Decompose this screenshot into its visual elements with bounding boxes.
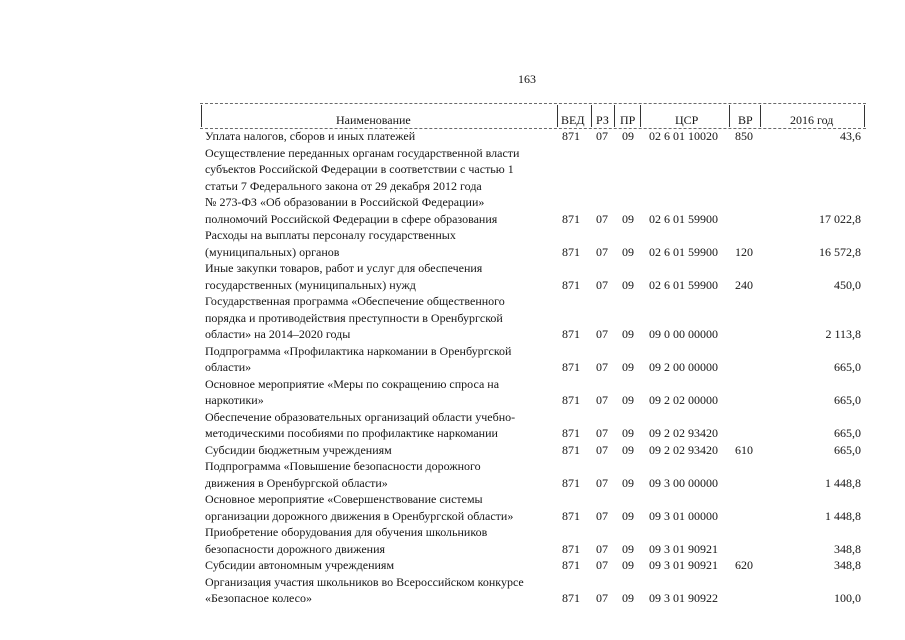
row-amount: 665,0	[834, 360, 861, 374]
row-csr: 02 6 01 59900	[649, 244, 718, 259]
row-name-line: Основное мероприятие «Совершенствование системы	[205, 492, 483, 506]
header-divider	[614, 105, 615, 127]
row-name	[205, 524, 545, 557]
row-name	[205, 491, 545, 524]
row-name-line: субъектов Российской Федерации в соответствии с частью 1	[205, 162, 514, 176]
row-name-line: № 273-ФЗ «Об образовании в Российской Федерации»	[205, 195, 485, 209]
row-pr: 09	[622, 327, 634, 341]
row-rz: 07	[596, 393, 608, 407]
row-rz: 07	[596, 244, 608, 259]
row-ved: 871	[562, 211, 580, 226]
row-pr: 09	[622, 442, 634, 457]
row-ved: 871	[562, 508, 580, 523]
row-csr: 09 2 02 93420	[649, 426, 718, 440]
table-header	[200, 103, 866, 129]
row-name-line: Иные закупки товаров, работ и услуг для обеспечения	[205, 261, 483, 275]
table-row	[0, 343, 905, 376]
row-csr: 09 3 01 00000	[649, 508, 718, 523]
header-csr: ЦСР	[675, 113, 699, 127]
row-ved: 871	[562, 591, 580, 605]
row-name-line: (муниципальных) органов	[205, 244, 340, 259]
row-ved: 871	[562, 277, 580, 292]
row-amount: 16 572,8	[819, 244, 861, 259]
row-amount: 348,8	[834, 558, 861, 572]
row-name-line: «Безопасное колесо»	[205, 591, 313, 605]
row-name-line: Субсидии автономным учреждениям	[205, 558, 395, 572]
row-vr: 620	[735, 558, 753, 572]
row-csr: 09 2 00 00000	[649, 360, 718, 374]
row-name	[205, 574, 545, 607]
row-rz: 07	[596, 211, 608, 226]
row-name-line: Организация участия школьников во Всероссийском конкурсе	[205, 574, 524, 589]
row-rz: 07	[596, 277, 608, 292]
header-divider	[760, 105, 761, 127]
row-pr: 09	[622, 244, 634, 259]
row-rz: 07	[596, 558, 608, 572]
row-rz: 07	[596, 508, 608, 523]
row-name	[205, 409, 545, 442]
row-amount: 348,8	[834, 541, 861, 556]
row-name-line: Приобретение оборудования для обучения школьников	[205, 525, 488, 539]
row-amount: 665,0	[834, 426, 861, 440]
table-row	[0, 227, 905, 260]
header-pr: ПР	[620, 113, 636, 127]
row-name-line: Обеспечение образовательных организаций области учебно-	[205, 409, 516, 424]
row-csr: 02 6 01 10020	[649, 129, 718, 143]
row-name-line: порядка и противодействия преступности в Оренбургской	[205, 310, 503, 325]
table-row	[0, 293, 905, 343]
row-ved: 871	[562, 475, 580, 490]
row-name	[205, 293, 545, 343]
row-csr: 09 0 00 00000	[649, 327, 718, 341]
row-name-line: Уплата налогов, сборов и иных платежей	[205, 129, 416, 143]
table-row	[0, 574, 905, 607]
row-pr: 09	[622, 211, 634, 226]
row-name	[205, 227, 545, 260]
row-name-line: методическими пособиями по профилактике наркомании	[205, 426, 498, 440]
row-ved: 871	[562, 327, 580, 341]
header-divider	[557, 105, 558, 127]
row-csr: 09 3 01 90921	[649, 541, 718, 556]
row-pr: 09	[622, 277, 634, 292]
row-name-line: Подпрограмма «Профилактика наркомании в Оренбургской	[205, 343, 512, 358]
row-name-line: движения в Оренбургской области»	[205, 475, 388, 490]
row-vr: 120	[735, 244, 753, 259]
row-pr: 09	[622, 558, 634, 572]
row-ved: 871	[562, 426, 580, 440]
row-pr: 09	[622, 475, 634, 490]
row-ved: 871	[562, 244, 580, 259]
row-name-line: Основное мероприятие «Меры по сокращению спроса на	[205, 376, 500, 391]
table-row	[0, 376, 905, 409]
row-vr: 240	[735, 277, 753, 292]
header-name: Наименование	[336, 113, 411, 127]
table-row	[0, 442, 905, 459]
row-name	[205, 260, 545, 293]
row-csr: 09 2 02 93420	[649, 442, 718, 457]
row-name	[205, 145, 545, 228]
row-name-line: организации дорожного движения в Оренбургской области»	[205, 508, 514, 523]
row-ved: 871	[562, 393, 580, 407]
row-pr: 09	[622, 360, 634, 374]
table-row	[0, 260, 905, 293]
row-ved: 871	[562, 541, 580, 556]
table-row	[0, 524, 905, 557]
row-name-line: области»	[205, 360, 252, 374]
header-ved: ВЕД	[561, 113, 585, 127]
row-pr: 09	[622, 393, 634, 407]
row-pr: 09	[622, 541, 634, 556]
row-name-line: Государственная программа «Обеспечение общественного	[205, 294, 505, 308]
row-amount: 17 022,8	[819, 211, 861, 226]
table-row	[0, 458, 905, 491]
row-name-line: Субсидии бюджетным учреждениям	[205, 442, 392, 457]
row-csr: 02 6 01 59900	[649, 277, 718, 292]
row-vr: 850	[735, 129, 753, 143]
header-rz: РЗ	[596, 113, 609, 127]
header-divider	[201, 105, 202, 127]
row-pr: 09	[622, 426, 634, 440]
table-row	[0, 491, 905, 524]
row-rz: 07	[596, 475, 608, 490]
row-name-line: области» на 2014–2020 годы	[205, 327, 351, 341]
row-rz: 07	[596, 360, 608, 374]
row-csr: 09 3 01 90921	[649, 558, 718, 572]
row-rz: 07	[596, 591, 608, 605]
row-rz: 07	[596, 541, 608, 556]
header-divider	[729, 105, 730, 127]
row-name-line: Расходы на выплаты персоналу государственных	[205, 228, 456, 242]
row-ved: 871	[562, 558, 580, 572]
row-name	[205, 343, 545, 376]
row-rz: 07	[596, 426, 608, 440]
table-row	[0, 409, 905, 442]
row-rz: 07	[596, 327, 608, 341]
row-ved: 871	[562, 442, 580, 457]
row-rz: 07	[596, 442, 608, 457]
table-row	[0, 557, 905, 574]
row-amount: 665,0	[834, 393, 861, 407]
row-name	[205, 376, 545, 409]
row-name	[205, 557, 545, 574]
row-name-line: Осуществление переданных органам государственной власти	[205, 145, 520, 160]
header-divider	[591, 105, 592, 127]
header-year: 2016 год	[790, 113, 834, 127]
row-vr: 610	[735, 442, 753, 457]
header-divider	[864, 105, 865, 127]
row-ved: 871	[562, 129, 580, 143]
row-pr: 09	[622, 129, 634, 143]
row-name	[205, 442, 545, 459]
row-csr: 09 3 00 00000	[649, 475, 718, 490]
header-divider	[640, 105, 641, 127]
row-name-line: наркотики»	[205, 393, 264, 407]
row-csr: 09 3 01 90922	[649, 591, 718, 605]
row-name-line: статьи 7 Федерального закона от 29 декабря 2012 года	[205, 178, 482, 193]
row-amount: 43,6	[840, 129, 861, 143]
row-csr: 09 2 02 00000	[649, 393, 718, 407]
row-pr: 09	[622, 591, 634, 605]
row-amount: 450,0	[834, 277, 861, 292]
row-name-line: Подпрограмма «Повышение безопасности дорожного	[205, 459, 481, 473]
row-name-line: государственных (муниципальных) нужд	[205, 277, 416, 292]
row-amount: 2 113,8	[825, 327, 861, 341]
row-amount: 1 448,8	[825, 508, 861, 523]
row-name-line: полномочий Российской Федерации в сфере образования	[205, 211, 498, 226]
table-row	[0, 145, 905, 228]
row-name	[205, 458, 545, 491]
table-row	[0, 128, 905, 145]
row-rz: 07	[596, 129, 608, 143]
row-amount: 665,0	[834, 442, 861, 457]
row-ved: 871	[562, 360, 580, 374]
row-pr: 09	[622, 508, 634, 523]
row-csr: 02 6 01 59900	[649, 211, 718, 226]
header-vr: ВР	[738, 113, 753, 127]
row-name-line: безопасности дорожного движения	[205, 541, 386, 556]
row-amount: 1 448,8	[825, 475, 861, 490]
row-amount: 100,0	[834, 591, 861, 605]
row-name	[205, 128, 545, 145]
page-number: 163	[518, 72, 536, 86]
